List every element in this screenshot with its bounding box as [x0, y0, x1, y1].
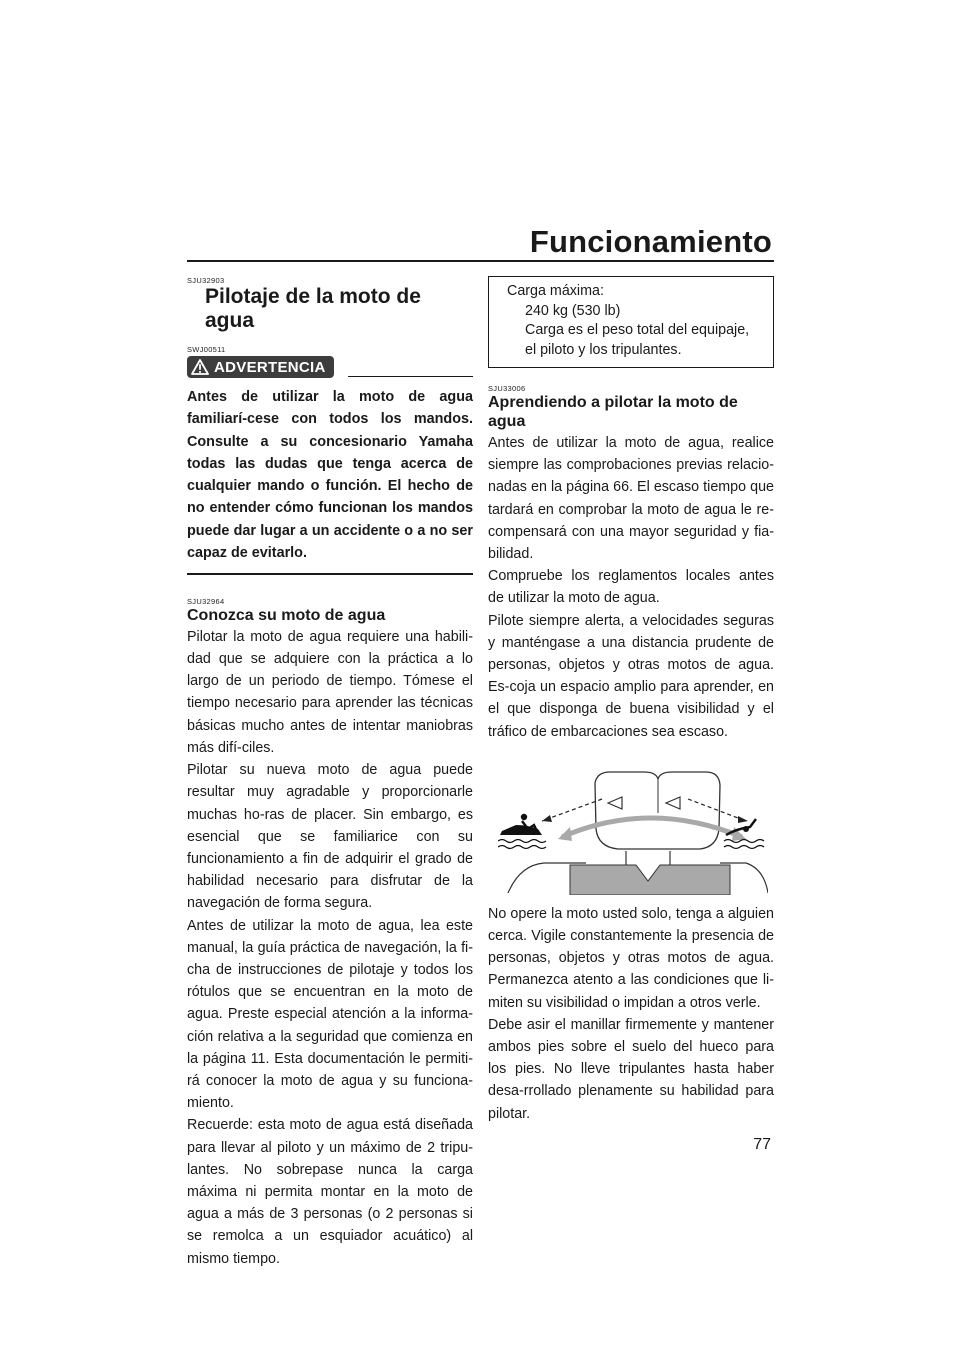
section-learn-code: SJU33006 — [488, 384, 526, 393]
paragraph: Pilotar su nueva moto de agua puede resultar muy agradable y proporcionarle muchas ho-ras de placer. Sin embargo, es esencial que se familiarice con su funcionamiento a fin de adquirir el grado de habilidad necesario para disfrutar de la navegación de forma segura. — [187, 762, 473, 912]
max-load-label: Carga máxima: — [507, 283, 604, 299]
main-section-title: Pilotaje de la moto de agua — [205, 285, 421, 332]
paragraph: Compruebe los reglamentos locales antes de utilizar la moto de agua. — [488, 568, 774, 607]
left-column — [187, 276, 473, 1270]
section-know-title: Conozca su moto de agua — [187, 606, 386, 624]
rider-lookout-illustration — [498, 769, 768, 895]
paragraph: Debe asir el manillar firmemente y mantener ambos pies sobre el suelo del hueco para los pies. No lleve tripulantes hasta haber desa-rrollado plenamente su habilidad para pilotar. — [488, 1016, 774, 1122]
max-load-value: 240 kg (530 lb) — [525, 302, 621, 319]
warning-triangle-icon — [191, 359, 209, 375]
paragraph: Recuerde: esta moto de agua está diseñada para llevar al piloto y un máximo de 2 tripu-lantes. No sobrepase nunca la carga máxima ni permita montar en la moto de agua a más de 3 personas (o 2 personas si se remolca a un esquiador acuático) al mismo tiempo. — [187, 1117, 473, 1267]
warning-rule — [348, 376, 473, 378]
max-load-note: Carga es el peso total del equipaje, el piloto y los tripulantes. — [525, 322, 750, 358]
warning-code: SWJ00511 — [187, 345, 226, 354]
max-load-box — [488, 276, 774, 368]
right-column — [488, 276, 774, 1125]
section-know-code: SJU32964 — [187, 596, 225, 606]
paragraph: No opere la moto usted solo, tenga a alguien cerca. Vigile constantemente la presencia de personas, objetos y otras motos de agua. Permanezca atento a las condiciones que li-miten su visibilidad o impidan a otros verle. — [488, 905, 774, 1011]
warning-badge — [187, 356, 334, 378]
paragraph: Pilotar la moto de agua requiere una habili-dad que se adquiere con la práctica a lo largo de un periodo de tiempo. Tómese el tiempo necesario para aprender las técnicas básicas mucho antes de intentar maniobras más difí-ciles. — [187, 628, 473, 756]
main-section-code: SJU32903 — [187, 276, 225, 285]
paragraph: Antes de utilizar la moto de agua, realice siempre las comprobaciones previas relacio-nadas en la página 66. El escaso tiempo que tardará en comprobar la moto de agua le re-compensará con una mayor seguridad y fia-bilidad. — [488, 435, 774, 563]
warning-label: ADVERTENCIA — [214, 358, 326, 376]
warning-header — [187, 356, 473, 378]
page-header-title: Funcionamiento — [529, 224, 772, 259]
warning-text: Antes de utilizar la moto de agua familiarí-cese con todos los mandos. Consulte a su concesionario Yamaha todas las dudas que tenga acerca de cualquier mando o función. El hecho de no entender cómo funcionan los mandos puede dar lugar a un accidente o a no ser capaz de evitarlo. — [187, 389, 473, 562]
page-number: 77 — [753, 1136, 771, 1153]
paragraph: Pilote siempre alerta, a velocidades seguras y manténgase a una distancia prudente de personas, objetos y otras motos de agua. Es-coja un espacio amplio para aprender, en el que disponga de buena visibilidad y el tráfico de embarcaciones sea escaso. — [488, 612, 774, 740]
section-learn-title: Aprendiendo a pilotar la moto de agua — [488, 394, 738, 430]
paragraph: Antes de utilizar la moto de agua, lea este manual, la guía práctica de navegación, la fi-cha de instrucciones de pilotaje y todos los rótulos que se encuentran en la moto de agua. Preste especial atención a la informa-ción relativa a la seguridad que comienza en la página 11. Esta documentación le permiti-rá conocer la moto de agua y su funciona-miento. — [187, 917, 473, 1112]
header-rule — [187, 260, 774, 262]
